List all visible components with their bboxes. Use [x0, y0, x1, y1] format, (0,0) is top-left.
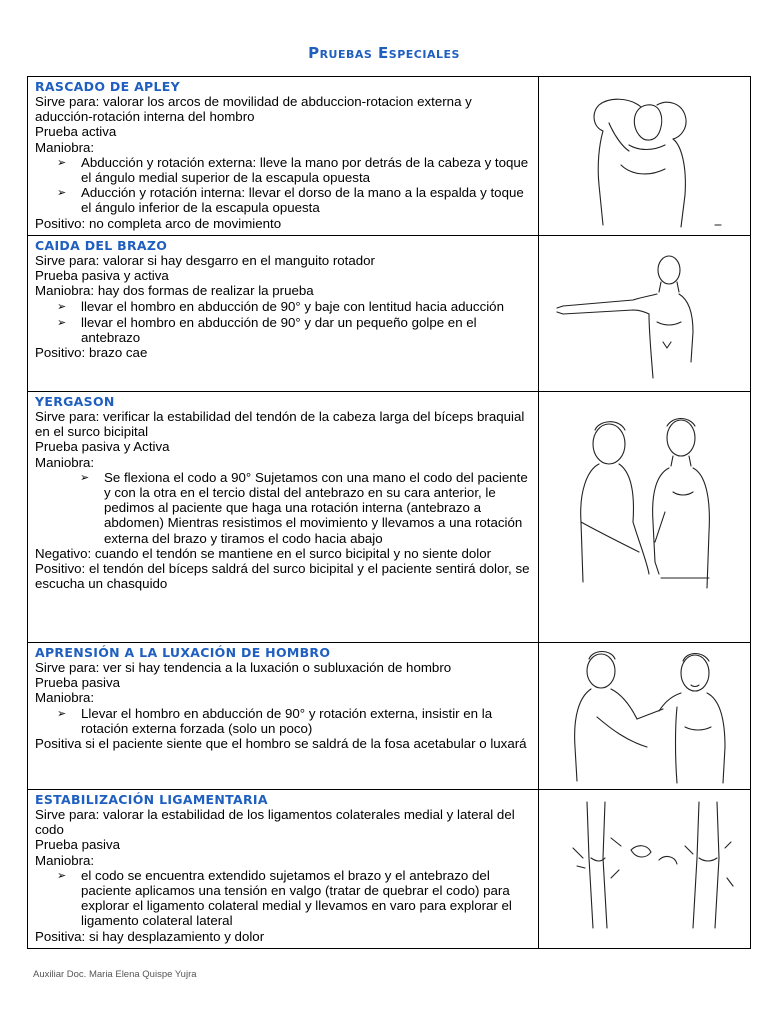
arrow-bullet-icon: ➢: [57, 316, 67, 329]
section-title: APRENSIÓN A LA LUXACIÓN DE HOMBRO: [35, 645, 331, 660]
bullet-item: ➢ Aducción y rotación interna: llevar el dorso de la mano a la espalda y toque el ángulo inferior de la escapula opuesta: [57, 185, 524, 216]
patient-scratch-test-drawing: [569, 85, 729, 233]
section-line: Positivo: no completa arco de movimiento: [35, 215, 282, 231]
section-line: Maniobra: hay dos formas de realizar la prueba: [35, 283, 314, 299]
examiner-and-patient-drawing: [569, 412, 734, 592]
section-title: CAIDA DEL BRAZO: [35, 238, 168, 253]
bullet-item: ➢ llevar el hombro en abducción de 90° y dar un pequeño golpe en el antebrazo: [57, 314, 477, 346]
section-line: Maniobra:: [35, 690, 95, 706]
bullet-item: ➢ llevar el hombro en abducción de 90° y baje con lentitud hacia aducción: [57, 298, 504, 314]
table-row: [28, 790, 751, 949]
table-row: [28, 77, 751, 236]
table-row: [28, 643, 751, 790]
section-title: RASCADO DE APLEY: [35, 79, 180, 94]
section-line: Maniobra:: [35, 139, 95, 155]
arrow-bullet-icon: ➢: [57, 300, 67, 313]
section-line: Positiva si el paciente siente que el hombro se saldrá de la fosa acetabular o luxará: [35, 736, 527, 752]
page-title: Pruebas Especiales: [308, 44, 460, 62]
arrow-bullet-icon: ➢: [80, 471, 90, 484]
section-line: Sirve para: valorar los arcos de movilidad de abduccion-rotacion externa y aducción-rotación interna del hombro: [35, 94, 472, 125]
section-image-cell: [539, 236, 751, 392]
section-line: Positivo: el tendón del bíceps saldrá del surco bicipital y el paciente sentirá dolor, se escucha un chasquido: [35, 561, 530, 592]
section-title: ESTABILIZACIÓN LIGAMENTARIA: [35, 792, 268, 807]
section-line: Prueba pasiva: [35, 675, 121, 691]
footer-author: Auxiliar Doc. Maria Elena Quispe Yujra: [33, 969, 197, 980]
section-line: Maniobra:: [35, 852, 95, 868]
bullet-item: ➢ Llevar el hombro en abducción de 90° y rotación externa, insistir en la rotación externa forzada (solo un poco): [57, 705, 493, 736]
section-line: Sirve para: valorar la estabilidad de los ligamentos colaterales medial y lateral del codo: [35, 807, 515, 838]
tests-table: [27, 76, 751, 949]
table-row: [28, 392, 751, 643]
section-line: Sirve para: ver si hay tendencia a la luxación o subluxación de hombro: [35, 660, 452, 675]
section-text-cell: [28, 790, 539, 949]
section-text-cell: [28, 236, 539, 392]
section-image-cell: [539, 77, 751, 236]
section-text-cell: [28, 77, 539, 236]
section-line: Negativo: cuando el tendón se mantiene en el surco bicipital y no siente dolor: [35, 545, 492, 561]
bullet-item: ➢ el codo se encuentra extendido sujetamos el brazo y el antebrazo del paciente aplicamos una tensión en valgo (tratar de quebrar el codo) para explorar el ligamento colateral medial y llevamos en varo para explorar el ligamento colateral lateral: [57, 867, 512, 929]
section-line: Positiva: si hay desplazamiento y dolor: [35, 928, 265, 944]
section-line: Prueba activa: [35, 124, 117, 140]
section-line: Prueba pasiva y Activa: [35, 439, 170, 455]
section-line: Sirve para: valorar si hay desgarro en el manguito rotador: [35, 253, 375, 268]
section-line: Sirve para: verificar la estabilidad del tendón de la cabeza larga del bíceps braquial en el surco bicipital: [35, 409, 525, 440]
section-line: Positivo: brazo cae: [35, 345, 148, 361]
bullet-item: ➢ Abducción y rotación externa: lleve la mano por detrás de la cabeza y toque el ángulo medial superior de la escapula opuesta: [57, 154, 529, 186]
section-text-cell: [28, 643, 539, 790]
arrow-bullet-icon: ➢: [57, 156, 67, 169]
section-image-cell: [539, 643, 751, 790]
bullet-item: ➢ Se flexiona el codo a 90° Sujetamos con una mano el codo del paciente y con la otra en el tercio distal del antebrazo en su cara anterior, le pedimos al paciente que haga una rotación interna (antebrazo a abdomen) Mientras resistimos el movimiento y llevamos a una rotación externa del brazo y tiramos el codo hacia abajo: [80, 469, 528, 546]
section-image-cell: [539, 790, 751, 949]
arm-abduction-drawing: [553, 252, 733, 384]
table-row: [28, 236, 751, 392]
section-line: Prueba pasiva: [35, 837, 121, 853]
section-line: Maniobra:: [35, 454, 95, 470]
section-title: YERGASON: [35, 394, 115, 409]
arrow-bullet-icon: ➢: [57, 707, 67, 720]
section-line: Prueba pasiva y activa: [35, 268, 169, 284]
apprehension-test-drawing: [567, 647, 742, 787]
arrow-bullet-icon: ➢: [57, 869, 67, 882]
elbow-stress-drawing: [567, 798, 737, 938]
section-image-cell: [539, 392, 751, 643]
arrow-bullet-icon: ➢: [57, 187, 67, 200]
section-text-cell: [28, 392, 539, 643]
